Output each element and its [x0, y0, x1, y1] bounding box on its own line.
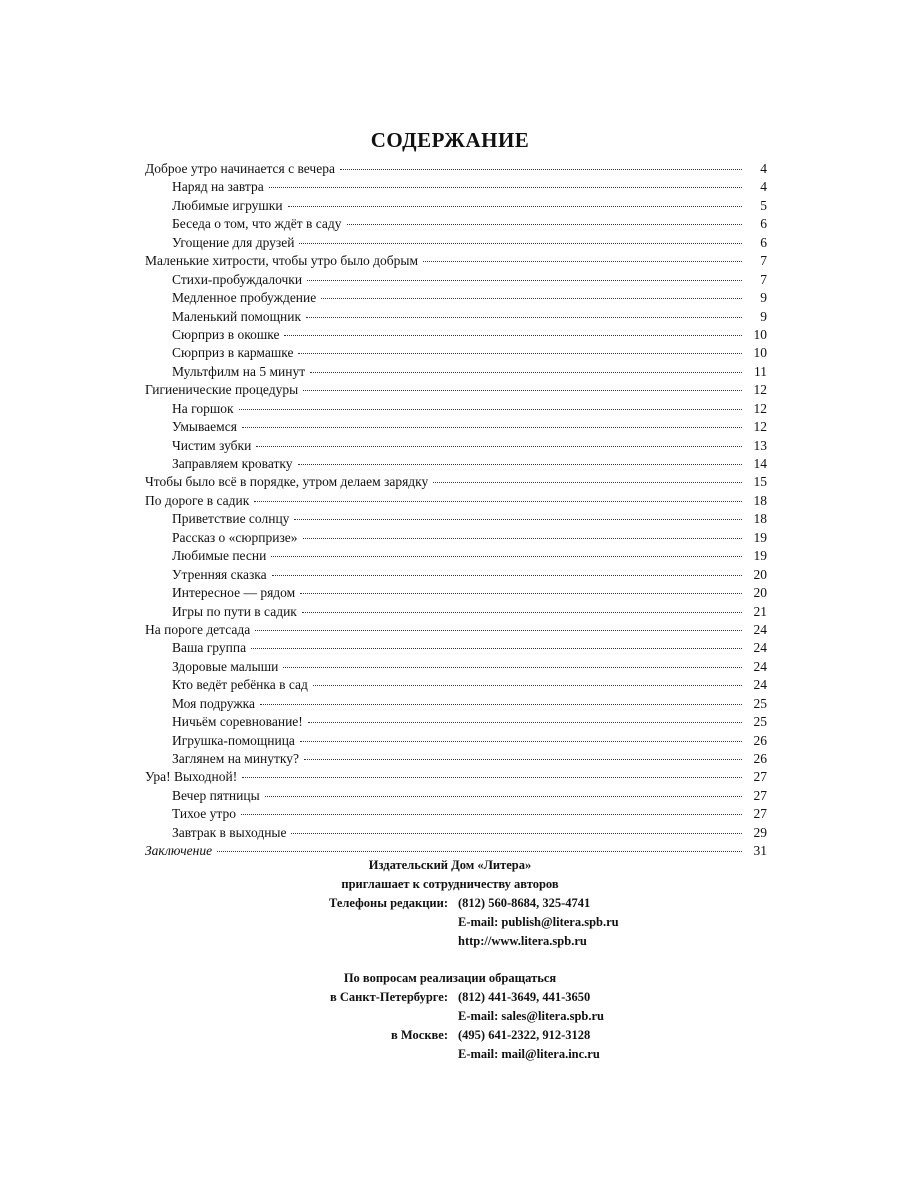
toc-leader-dots: [291, 833, 742, 834]
toc-leader-dots: [298, 353, 742, 354]
phones-value: (812) 560-8684, 325-4741: [458, 896, 591, 910]
toc-entry-label: Завтрак в выходные: [172, 824, 287, 840]
toc-entry-page: 27: [753, 806, 767, 822]
toc-leader-dots: [300, 593, 742, 594]
toc-leader-dots: [307, 280, 742, 281]
toc-entry-label: Маленькие хитрости, чтобы утро было добрым: [145, 253, 419, 269]
toc-entry: [145, 289, 767, 307]
toc-entry-page: 12: [753, 382, 767, 398]
toc-entry-label: Чтобы было всё в порядке, утром делаем зарядку: [145, 474, 429, 490]
toc-entry-label: Сюрприз в окошке: [172, 326, 280, 342]
toc-entry: [145, 824, 767, 842]
website-row: [0, 932, 900, 951]
toc-leader-dots: [310, 372, 742, 373]
toc-leader-dots: [304, 759, 742, 760]
toc-entry-label: Стихи-пробуждалочки: [172, 271, 303, 287]
toc-leader-dots: [321, 298, 742, 299]
toc-entry-page: 12: [753, 400, 767, 416]
toc-entry-label: Ваша группа: [172, 640, 247, 656]
toc-entry: [145, 584, 767, 602]
toc-entry-label: Любимые игрушки: [172, 197, 283, 213]
spb-email-row: [0, 1007, 900, 1026]
toc-entry-page: 4: [760, 179, 767, 195]
toc-leader-dots: [241, 814, 742, 815]
toc-entry-page: 10: [753, 345, 767, 361]
toc-entry-label: Моя подружка: [172, 695, 256, 711]
toc-entry: [145, 215, 767, 233]
toc-entry: [145, 639, 767, 657]
toc-entry: [145, 271, 767, 289]
spb-label: в Санкт-Петербурге:: [330, 990, 448, 1004]
toc-entry-label: Гигиенические процедуры: [145, 382, 299, 398]
toc-leader-dots: [313, 685, 742, 686]
toc-entry-label: Заглянем на минутку?: [172, 751, 300, 766]
toc-entry-label: Заключение: [145, 843, 213, 859]
toc-entry-page: 7: [760, 271, 767, 287]
toc-entry-page: 15: [753, 474, 767, 490]
toc-entry-page: 25: [753, 714, 767, 730]
toc-entry-page: 6: [760, 216, 767, 232]
toc-entry: [145, 658, 767, 676]
toc-entry: [145, 455, 767, 473]
toc-entry: [145, 676, 767, 694]
toc-entry-page: 27: [753, 769, 767, 785]
toc-entry-label: На горшок: [172, 400, 234, 416]
toc-leader-dots: [298, 464, 742, 465]
toc-entry: [145, 695, 767, 713]
toc-entry: [145, 547, 767, 565]
toc-leader-dots: [306, 317, 742, 318]
toc-entry-label: Маленький помощник: [172, 308, 302, 324]
toc-entry: [145, 750, 767, 768]
publisher-imprint: [0, 856, 900, 1064]
toc-entry: [145, 492, 767, 510]
toc-entry: [145, 160, 767, 178]
toc-entry-label: Здоровые малыши: [172, 658, 279, 674]
toc-entry-label: Доброе утро начинается с вечера: [145, 161, 335, 176]
toc-entry-page: 11: [754, 363, 767, 379]
toc-leader-dots: [303, 538, 742, 539]
publisher-name: Издательский Дом «Литера»: [368, 858, 532, 872]
toc-entry-label: Игры по пути в садик: [172, 603, 297, 619]
toc-leader-dots: [269, 187, 742, 188]
toc-entry-page: 19: [753, 548, 767, 564]
toc-entry: [145, 308, 767, 326]
msk-email-row: [0, 1045, 900, 1064]
toc-leader-dots: [242, 777, 742, 778]
toc-entry: [145, 805, 767, 823]
toc-entry: [145, 363, 767, 381]
spb-row: [0, 988, 900, 1007]
toc-entry-page: 5: [760, 197, 767, 213]
toc-leader-dots: [283, 667, 742, 668]
toc-leader-dots: [303, 390, 742, 391]
toc-entry-page: 27: [753, 787, 767, 803]
phones-row: [0, 894, 900, 913]
toc-entry-label: Наряд на завтра: [172, 179, 264, 195]
toc-entry-page: 31: [753, 843, 767, 859]
toc-entry-page: 18: [753, 511, 767, 527]
toc-entry-page: 14: [753, 456, 767, 471]
msk-row: [0, 1026, 900, 1045]
msk-phone: (495) 641-2322, 912-3128: [458, 1028, 591, 1042]
toc-entry: [145, 418, 767, 436]
toc-entry-label: Игрушка-помощница: [172, 732, 295, 748]
toc-entry-label: Интересное — рядом: [172, 585, 296, 601]
toc-entry-page: 24: [753, 677, 767, 693]
toc-entry-label: Приветствие солнцу: [172, 511, 290, 527]
toc-entry-label: Мультфилм на 5 минут: [172, 363, 306, 379]
toc-entry: [145, 234, 767, 252]
toc-leader-dots: [308, 722, 742, 723]
toc-leader-dots: [423, 261, 742, 262]
toc-leader-dots: [433, 482, 742, 483]
toc-leader-dots: [302, 612, 742, 613]
toc-entry: [145, 787, 767, 805]
toc-leader-dots: [239, 409, 742, 410]
page-title: СОДЕРЖАНИЕ: [370, 128, 530, 152]
toc-entry-label: Утренняя сказка: [172, 566, 267, 582]
toc-entry-page: 10: [753, 326, 767, 342]
toc-leader-dots: [255, 630, 742, 631]
toc-leader-dots: [256, 446, 742, 447]
toc-entry: [145, 437, 767, 455]
publisher-invitation: приглашает к сотрудничеству авторов: [341, 877, 559, 891]
toc-leader-dots: [254, 501, 742, 502]
email-row: [0, 913, 900, 932]
toc-entry-page: 12: [753, 419, 767, 435]
toc-entry-page: 19: [753, 529, 767, 545]
toc-entry-page: 4: [760, 161, 767, 176]
toc-entry-label: Заправляем кроватку: [172, 456, 293, 471]
toc-entry-page: 21: [753, 603, 767, 619]
toc-entry-page: 7: [760, 253, 767, 269]
toc-leader-dots: [340, 169, 742, 170]
toc-entry-page: 24: [753, 640, 767, 656]
website: http://www.litera.spb.ru: [458, 934, 587, 948]
toc-entry-label: Медленное пробуждение: [172, 290, 317, 306]
toc-leader-dots: [294, 519, 742, 520]
toc-entry-page: 6: [760, 234, 767, 250]
toc-leader-dots: [217, 851, 742, 852]
toc-leader-dots: [242, 427, 742, 428]
toc-entry-label: Ничьём соревнование!: [172, 714, 303, 730]
toc-leader-dots: [347, 224, 742, 225]
toc-leader-dots: [271, 556, 742, 557]
toc-entry: [145, 603, 767, 621]
toc-entry: [145, 252, 767, 270]
toc-leader-dots: [272, 575, 742, 576]
toc-entry-label: Рассказ о «сюрпризе»: [172, 529, 298, 545]
toc-leader-dots: [265, 796, 742, 797]
toc-entry-page: 20: [753, 585, 767, 601]
toc-entry-label: Кто ведёт ребёнка в сад: [172, 677, 308, 693]
toc-entry-label: Угощение для друзей: [172, 234, 295, 250]
toc-entry-label: Тихое утро: [172, 806, 236, 822]
toc-entry: [145, 621, 767, 639]
msk-email: E-mail: mail@litera.inc.ru: [458, 1047, 600, 1061]
toc-entry-page: 29: [753, 824, 767, 840]
toc-entry: [145, 529, 767, 547]
toc-entry-label: Любимые песни: [172, 548, 267, 564]
toc-entry-page: 18: [753, 492, 767, 508]
spb-email: E-mail: sales@litera.spb.ru: [458, 1009, 604, 1023]
toc-entry: [145, 566, 767, 584]
toc-leader-dots: [260, 704, 742, 705]
toc-entry-label: Умываемся: [172, 419, 237, 435]
sales-heading: По вопросам реализации обращаться: [343, 971, 557, 985]
toc-entry-page: 24: [753, 621, 767, 637]
toc-entry-page: 26: [753, 751, 767, 766]
toc-entry: [145, 344, 767, 362]
toc-entry: [145, 400, 767, 418]
toc-entry: [145, 713, 767, 731]
toc-entry-label: Беседа о том, что ждёт в саду: [172, 216, 342, 232]
toc-entry-label: На пороге детсада: [145, 621, 251, 637]
msk-label: в Москве:: [391, 1028, 448, 1042]
toc-entry: [145, 178, 767, 196]
toc-leader-dots: [288, 206, 742, 207]
toc-entry-page: 13: [753, 437, 767, 453]
toc-entry: [145, 197, 767, 215]
toc-entry: [145, 326, 767, 344]
toc-entry-page: 26: [753, 732, 767, 748]
table-of-contents: [145, 160, 767, 861]
toc-entry-page: 25: [753, 695, 767, 711]
toc-entry: [145, 732, 767, 750]
toc-entry-label: Сюрприз в кармашке: [172, 345, 294, 361]
spb-phone: (812) 441-3649, 441-3650: [458, 990, 591, 1004]
toc-leader-dots: [300, 741, 742, 742]
toc-entry: [145, 768, 767, 786]
toc-leader-dots: [284, 335, 742, 336]
toc-leader-dots: [251, 648, 742, 649]
toc-entry-label: Ура! Выходной!: [145, 769, 238, 785]
toc-entry-page: 9: [760, 290, 767, 306]
phones-label: Телефоны редакции:: [329, 896, 448, 910]
toc-entry-label: По дороге в садик: [145, 492, 250, 508]
toc-entry-page: 9: [760, 308, 767, 324]
editorial-email: E-mail: publish@litera.spb.ru: [458, 915, 619, 929]
toc-entry: [145, 473, 767, 491]
toc-entry: [145, 510, 767, 528]
toc-leader-dots: [299, 243, 742, 244]
toc-entry-label: Чистим зубки: [172, 437, 252, 453]
toc-entry-page: 24: [753, 658, 767, 674]
toc-entry-label: Вечер пятницы: [172, 787, 260, 803]
toc-entry: [145, 381, 767, 399]
toc-entry-page: 20: [753, 566, 767, 582]
